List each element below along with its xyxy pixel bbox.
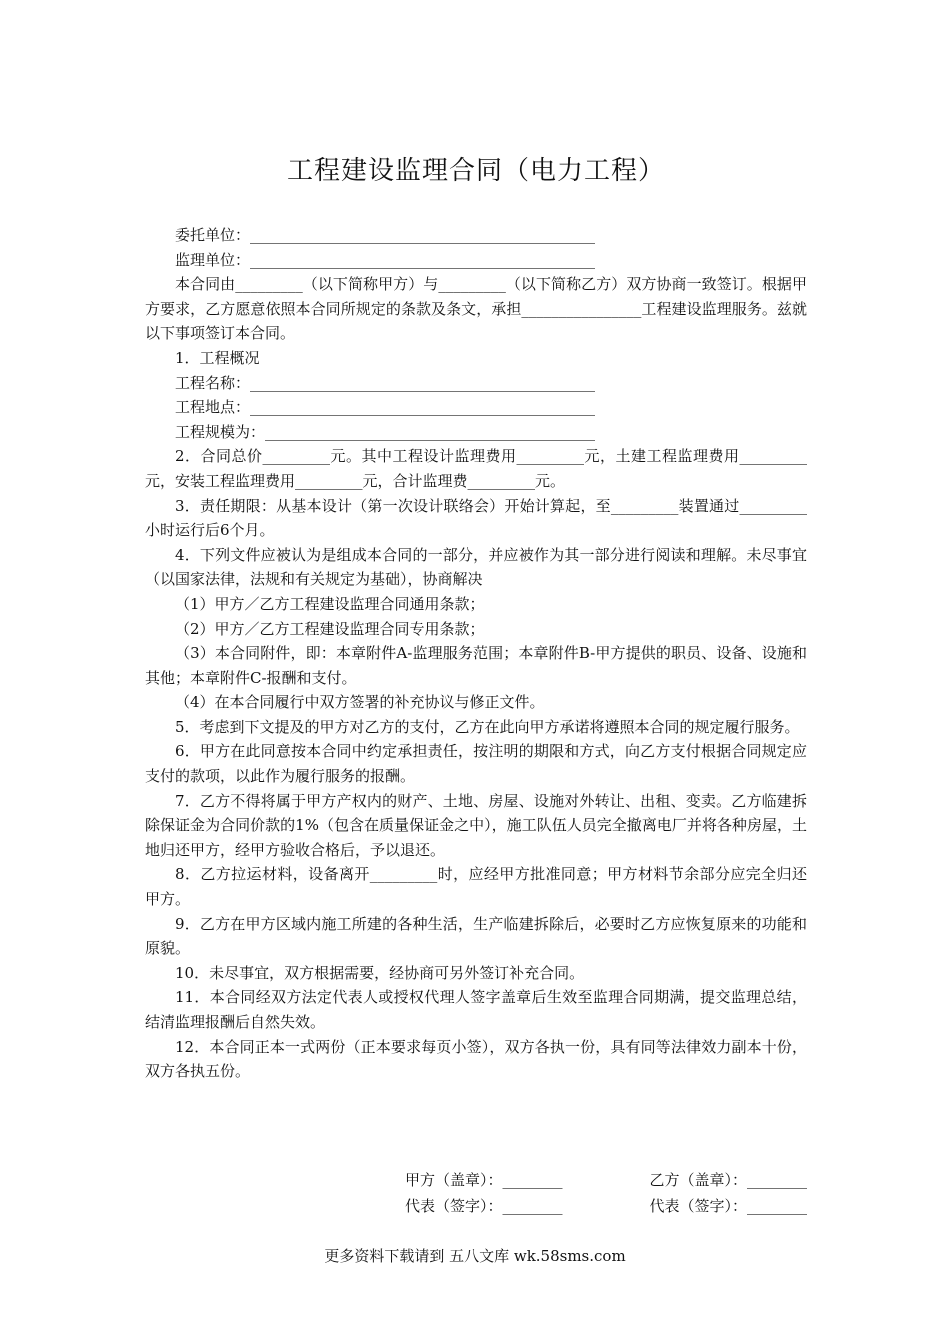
document-item-2: （2）甲方／乙方工程建设监理合同专用条款； [175, 619, 485, 638]
party-a-seal: 甲方（盖章）：________ [405, 1171, 563, 1189]
party-a-representative: 代表（签字）：________ [405, 1197, 563, 1215]
project-location-line: 工程地点：______________________________________________ [175, 398, 596, 417]
project-name-line: 工程名称：______________________________________________ [175, 373, 596, 392]
party-b-representative: 代表（签字）：________ [649, 1197, 807, 1215]
supervisor-unit-line: 监理单位：______________________________________________ [175, 250, 596, 269]
project-overview-heading: 1．工程概况 [175, 348, 260, 367]
client-unit-line: 委托单位：______________________________________________ [175, 226, 596, 244]
project-scale-line: 工程规模为：____________________________________________ [175, 422, 596, 441]
clause-9: 9．乙方在甲方区域内施工所建的各种生活，生产临建拆除后，必要时乙方应恢复原来的功能和原貌。 [145, 914, 807, 958]
contract-price-clause: 2．合同总价_________元。其中工程设计监理费用_________元，土建工程监理费用_________元，安装工程监理费用_________元，合计监理费_________元。 [145, 447, 807, 490]
document-item-3: （3）本合同附件，即：本章附件A-监理服务范围；本章附件B-甲方提供的职员、设备、设施和其他；本章附件C-报酬和支付。 [145, 644, 807, 687]
clause-7: 7．乙方不得将属于甲方产权内的财产、土地、房屋、设施对外转让、出租、变卖。乙方临建拆除保证金为合同价款的1%（包含在质量保证金之中），施工队伍人员完全撤离电厂并将各种房屋，土地归还甲方，经甲方验收合格后，予以退还。 [145, 791, 807, 859]
document-title: 工程建设监理合同（电力工程） [286, 156, 665, 186]
seal-row [405, 1167, 807, 1193]
clause-11: 11．本合同经双方法定代表人或授权代理人签字盖章后生效至监理合同期满，提交监理总结，结清监理报酬后自然失效。 [145, 988, 807, 1031]
contract-documents-clause: 4．下列文件应被认为是组成本合同的一部分，并应被作为其一部分进行阅读和理解。未尽事宜（以国家法律，法规和有关规定为基础），协商解决 [145, 545, 807, 589]
clause-12: 12．本合同正本一式两份（正本要求每页小签），双方各执一份，具有同等法律效力副本十份，双方各执五份。 [145, 1037, 807, 1081]
document-item-1: （1）甲方／乙方工程建设监理合同通用条款； [175, 594, 485, 613]
responsibility-period-clause: 3．责任期限：从基本设计（第一次设计联络会）开始计算起，至_________装置通过_________小时运行后6个月。 [145, 496, 807, 540]
clause-10: 10．未尽事宜，双方根据需要，经协商可另外签订补充合同。 [175, 963, 585, 982]
clause-8: 8．乙方拉运材料，设备离开_________时，应经甲方批准同意；甲方材料节余部分应完全归还甲方。 [145, 865, 807, 909]
page-footer: 更多资料下载请到 五八文库 wk.58sms.com [324, 1247, 626, 1265]
contract-intro: 本合同由_________（以下简称甲方）与_________（以下简称乙方）双方协商一致签订。根据甲方要求，乙方愿意依照本合同所规定的条款及条文，承担________________工程建设监理服务。兹就以下事项签订本合同。 [145, 275, 807, 343]
clause-6: 6．甲方在此同意按本合同中约定承担责任，按注明的期限和方式，向乙方支付根据合同规定应支付的款项，以此作为履行服务的报酬。 [145, 742, 807, 786]
signature-block [405, 1167, 807, 1219]
clause-5: 5．考虑到下文提及的甲方对乙方的支付，乙方在此向甲方承诺将遵照本合同的规定履行服务。 [175, 717, 800, 736]
contract-body [145, 223, 807, 1084]
party-b-seal: 乙方（盖章）：________ [649, 1171, 807, 1189]
representative-row [405, 1193, 807, 1219]
document-item-4: （4）在本合同履行中双方签署的补充协议与修正文件。 [175, 693, 545, 712]
